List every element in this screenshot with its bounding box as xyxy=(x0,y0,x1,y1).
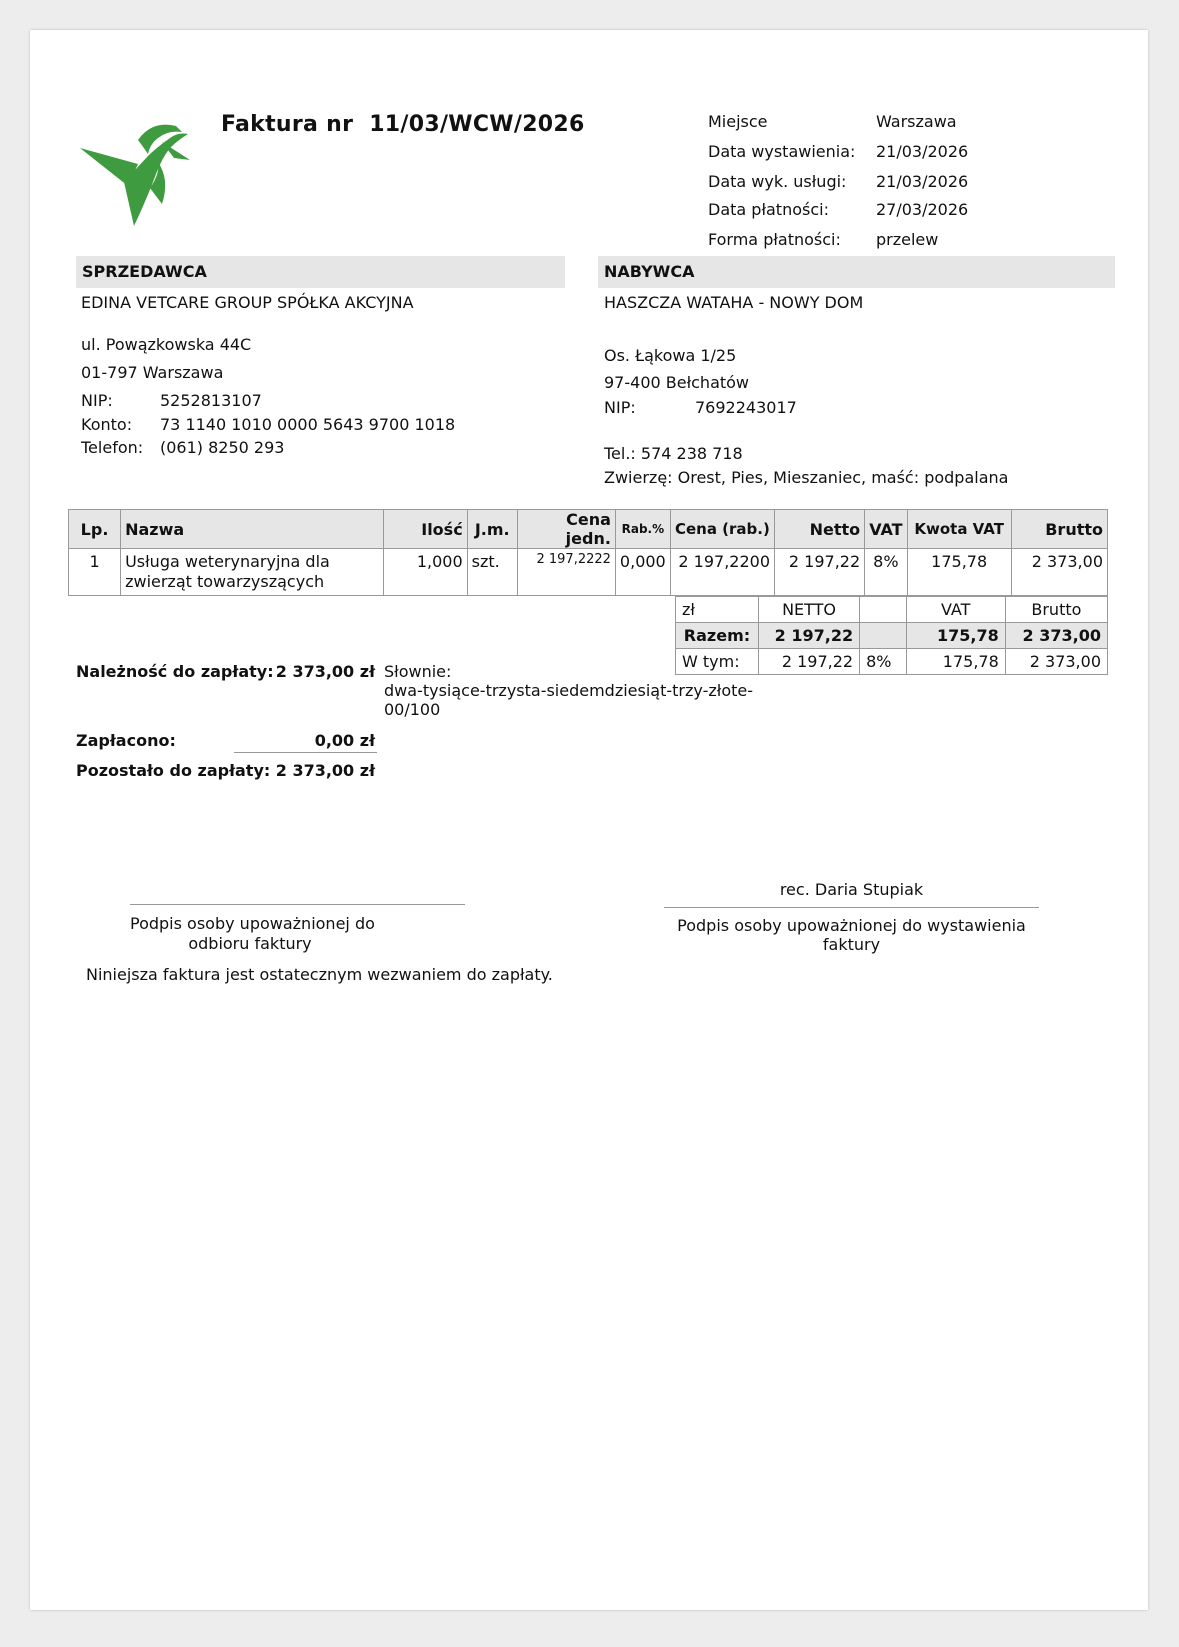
meta-label: Data wystawienia: xyxy=(708,142,856,161)
seller-account-label: Konto: xyxy=(81,415,133,434)
invoice-page xyxy=(30,30,1148,1610)
cell-name xyxy=(121,549,383,596)
seller-city: 01-797 Warszawa xyxy=(81,363,224,382)
meta-value: 21/03/2026 xyxy=(876,142,969,161)
buyer-nip-label: NIP: xyxy=(604,398,636,417)
col-header-price: Cena jedn. xyxy=(517,510,615,549)
seller-account: 73 1140 1010 0000 5643 9700 1018 xyxy=(160,415,456,434)
items-table xyxy=(68,509,1108,596)
seller-phone-label: Telefon: xyxy=(81,438,144,457)
meta-label: Data wyk. usługi: xyxy=(708,172,847,191)
summary-currency: zł xyxy=(676,597,759,623)
summary-header-row xyxy=(676,597,1108,623)
signature-line-left xyxy=(130,904,465,905)
paid-underline xyxy=(234,752,377,753)
seller-name: EDINA VETCARE GROUP SPÓŁKA AKCYJNA xyxy=(81,293,414,312)
buyer-name: HASZCZA WATAHA - NOWY DOM xyxy=(604,293,864,312)
summary-header-gross: Brutto xyxy=(1005,597,1107,623)
seller-nip-label: NIP: xyxy=(81,391,113,410)
buyer-header: NABYWCA xyxy=(598,256,1115,288)
cell-qty: 1,000 xyxy=(383,549,467,596)
cell-name-line1: Usługa weterynaryjna dla xyxy=(125,552,330,571)
cell-price-disc: 2 197,2200 xyxy=(670,549,774,596)
remaining-amount: 2 373,00 zł xyxy=(275,761,375,780)
summary-header-rate xyxy=(860,597,907,623)
cell-name-line2: zwierząt towarzyszących xyxy=(125,572,325,591)
cell-discount: 0,000 xyxy=(615,549,670,596)
cell-price: 2 197,2222 xyxy=(517,549,615,596)
signature-right-line2: faktury xyxy=(822,935,881,954)
seller-phone: (061) 8250 293 xyxy=(160,438,285,457)
buyer-animal: Zwierzę: Orest, Pies, Mieszaniec, maść: podpalana xyxy=(604,468,1009,487)
cell-vat-amount: 175,78 xyxy=(907,549,1011,596)
meta-value: 21/03/2026 xyxy=(876,172,969,191)
summary-breakdown-label: W tym: xyxy=(676,649,759,675)
summary-header-vat: VAT xyxy=(906,597,1005,623)
col-header-discount: Rab.% xyxy=(615,510,670,549)
summary-total-vat: 175,78 xyxy=(906,623,1005,649)
buyer-nip: 7692243017 xyxy=(695,398,797,417)
col-header-qty: Ilość xyxy=(383,510,467,549)
col-header-name: Nazwa xyxy=(121,510,383,549)
paid-label: Zapłacono: xyxy=(76,731,176,750)
cell-gross: 2 373,00 xyxy=(1011,549,1107,596)
due-amount: 2 373,00 zł xyxy=(275,662,375,681)
seller-header: SPRZEDAWCA xyxy=(76,256,565,288)
buyer-street: Os. Łąkowa 1/25 xyxy=(604,346,737,365)
remaining-label: Pozostało do zapłaty: xyxy=(76,761,271,780)
summary-breakdown-vat: 175,78 xyxy=(906,649,1005,675)
cell-net: 2 197,22 xyxy=(775,549,865,596)
signer-name: rec. Daria Stupiak xyxy=(779,880,924,899)
summary-total-label: Razem: xyxy=(676,623,759,649)
col-header-net: Netto xyxy=(775,510,865,549)
summary-breakdown-gross: 2 373,00 xyxy=(1005,649,1107,675)
cell-lp: 1 xyxy=(69,549,121,596)
buyer-city: 97-400 Bełchatów xyxy=(604,373,750,392)
cell-vat: 8% xyxy=(865,549,907,596)
summary-total-gross: 2 373,00 xyxy=(1005,623,1107,649)
signature-left-line1: Podpis osoby upoważnionej do xyxy=(130,914,375,933)
summary-table xyxy=(675,596,1108,675)
meta-label: Data płatności: xyxy=(708,200,829,219)
buyer-phone: Tel.: 574 238 718 xyxy=(604,444,743,463)
summary-total-rate xyxy=(860,623,907,649)
col-header-unit: J.m. xyxy=(467,510,517,549)
cell-unit: szt. xyxy=(467,549,517,596)
signature-line-right xyxy=(664,907,1039,908)
summary-breakdown-row xyxy=(676,649,1108,675)
seller-street: ul. Powązkowska 44C xyxy=(81,335,252,354)
invoice-title xyxy=(221,112,585,137)
table-row xyxy=(69,549,1108,596)
items-header-row xyxy=(69,510,1108,549)
seller-nip: 5252813107 xyxy=(160,391,262,410)
meta-label: Forma płatności: xyxy=(708,230,841,249)
meta-value: przelew xyxy=(876,230,939,249)
summary-header-net: NETTO xyxy=(758,597,859,623)
invoice-title-prefix: Faktura nr xyxy=(221,112,354,137)
summary-breakdown-net: 2 197,22 xyxy=(758,649,859,675)
meta-label: Miejsce xyxy=(708,112,768,131)
col-header-gross: Brutto xyxy=(1011,510,1107,549)
summary-breakdown-rate: 8% xyxy=(860,649,907,675)
signature-left-line2: odbioru faktury xyxy=(188,934,312,953)
words-label: Słownie: xyxy=(384,662,452,681)
vet-logo-icon xyxy=(78,118,196,226)
summary-total-net: 2 197,22 xyxy=(758,623,859,649)
paid-amount: 0,00 zł xyxy=(314,731,375,750)
due-label: Należność do zapłaty: xyxy=(76,662,274,681)
invoice-number: 11/03/WCW/2026 xyxy=(369,112,585,137)
summary-total-row xyxy=(676,623,1108,649)
words-line2: 00/100 xyxy=(384,700,441,719)
col-header-vat-amount: Kwota VAT xyxy=(907,510,1011,549)
footer-note: Niniejsza faktura jest ostatecznym wezwaniem do zapłaty. xyxy=(86,965,553,984)
col-header-price-disc: Cena (rab.) xyxy=(670,510,774,549)
col-header-lp: Lp. xyxy=(69,510,121,549)
meta-value: Warszawa xyxy=(876,112,957,131)
words-line1: dwa-tysiące-trzysta-siedemdziesiąt-trzy-złote- xyxy=(384,681,753,700)
meta-value: 27/03/2026 xyxy=(876,200,969,219)
signature-right-line1: Podpis osoby upoważnionej do wystawienia xyxy=(677,916,1026,935)
col-header-vat: VAT xyxy=(865,510,907,549)
